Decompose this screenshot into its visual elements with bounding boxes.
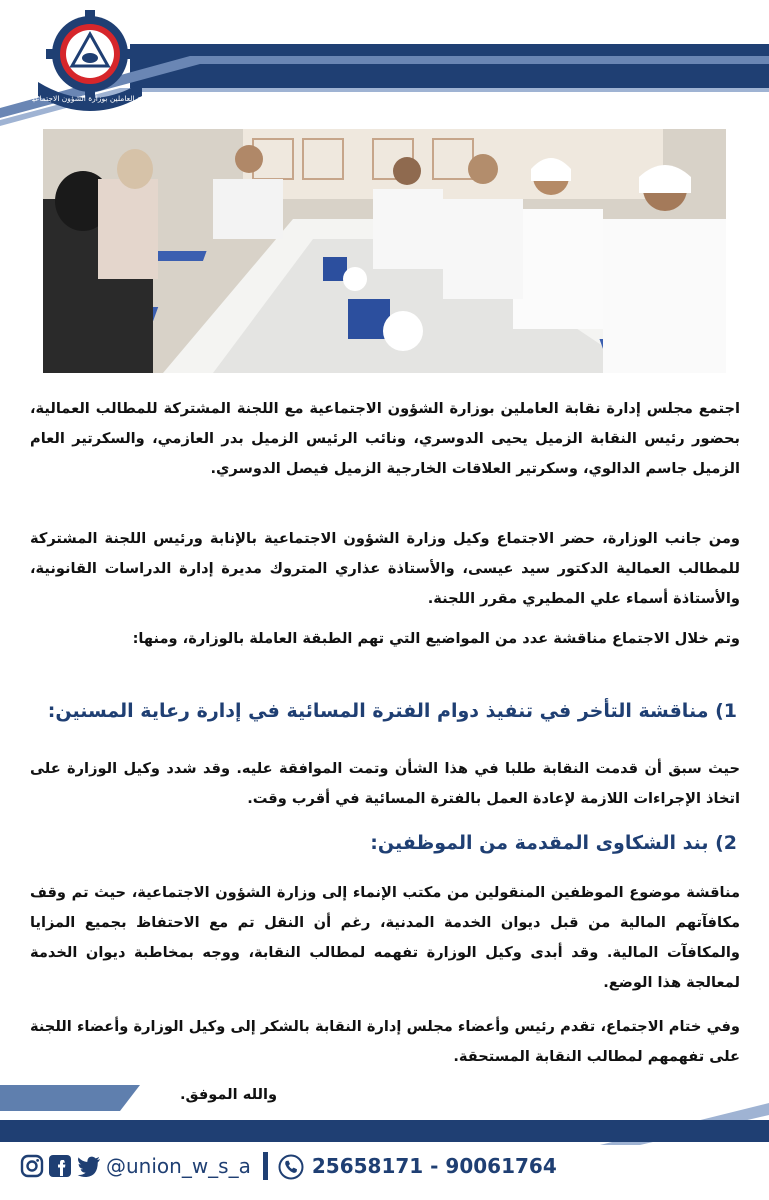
footer-contacts — [20, 1149, 557, 1183]
footer-divider — [263, 1152, 268, 1180]
instagram-icon[interactable] — [20, 1154, 44, 1178]
twitter-icon[interactable] — [76, 1154, 100, 1178]
heading-topic-1: 1) مناقشة التأخر في تنفيذ دوام الفترة المسائية في إدارة رعاية المسنين: — [47, 700, 737, 722]
footer-band — [0, 1120, 769, 1142]
facebook-icon[interactable] — [48, 1154, 72, 1178]
union-logo — [32, 10, 148, 114]
phone-icon — [278, 1154, 302, 1178]
svg-text:نقابة العاملين بوزارة الشؤون ا: نقابة العاملين بوزارة الشؤون الاجتماعية — [32, 94, 148, 103]
social-handle[interactable]: @union_w_s_a — [106, 1154, 251, 1178]
heading-topic-2: 2) بند الشكاوى المقدمة من الموظفين: — [370, 832, 737, 854]
phone-numbers[interactable]: 25658171 - 90061764 — [311, 1154, 557, 1178]
paragraph-closing-thanks: وفي ختام الاجتماع، تقدم رئيس وأعضاء مجلس إدارة النقابة بالشكر إلى وكيل الوزارة وأعضاء اللجنة على تفهمهم لمطالب النقابة المستحقة. — [30, 1018, 740, 1065]
paragraph-ministry: ومن جانب الوزارة، حضر الاجتماع وكيل وزارة الشؤون الاجتماعية بالإنابة ورئيس اللجنة المشتركة للمطالب العمالية الدكتور سيد عيسى، والأستاذة عذاري المتروك مديرة إدارة الدراسات القانونية، والأستاذة أسماء علي المطيري مقرر اللجنة. — [30, 530, 740, 607]
paragraph-attendees: اجتمع مجلس إدارة نقابة العاملين بوزارة الشؤون الاجتماعية مع اللجنة المشتركة للمطالب العمالية، بحضور رئيس النقابة الزميل يحيى الدوسري، ونائب الرئيس الزميل بدر العازمي، والسكرتير العام الزميل جاسم الدالوي، وسكرتير العلاقات الخارجية الزميل فيصل الدوسري. — [30, 400, 740, 477]
closing-line: والله الموفق. — [180, 1086, 278, 1103]
paragraph-topic-1: حيث سبق أن قدمت النقابة طلبا في هذا الشأن وتمت الموافقة عليه. وقد شدد وكيل الوزارة على اتخاذ الإجراءات اللازمة لإعادة العمل بالفترة المسائية في أقرب وقت. — [30, 760, 740, 807]
meeting-photo — [43, 129, 726, 373]
paragraph-topic-2: مناقشة موضوع الموظفين المنقولين من مكتب الإنماء إلى وزارة الشؤون الاجتماعية، حيث تم وقف مكافآتهم المالية من قبل ديوان الخدمة المدنية، رغم أن النقل تم مع الاحتفاظ بجميع المزايا والمكافآت المالية. وقد أبدى وكيل الوزارة تفهمه لمطالب النقابة، ووجه بمخاطبة ديوان الخدمة لمعالجة هذا الوضع. — [30, 884, 740, 991]
paragraph-topics-intro: وتم خلال الاجتماع مناقشة عدد من المواضيع التي تهم الطبقة العاملة بالوزارة، ومنها: — [132, 630, 740, 647]
